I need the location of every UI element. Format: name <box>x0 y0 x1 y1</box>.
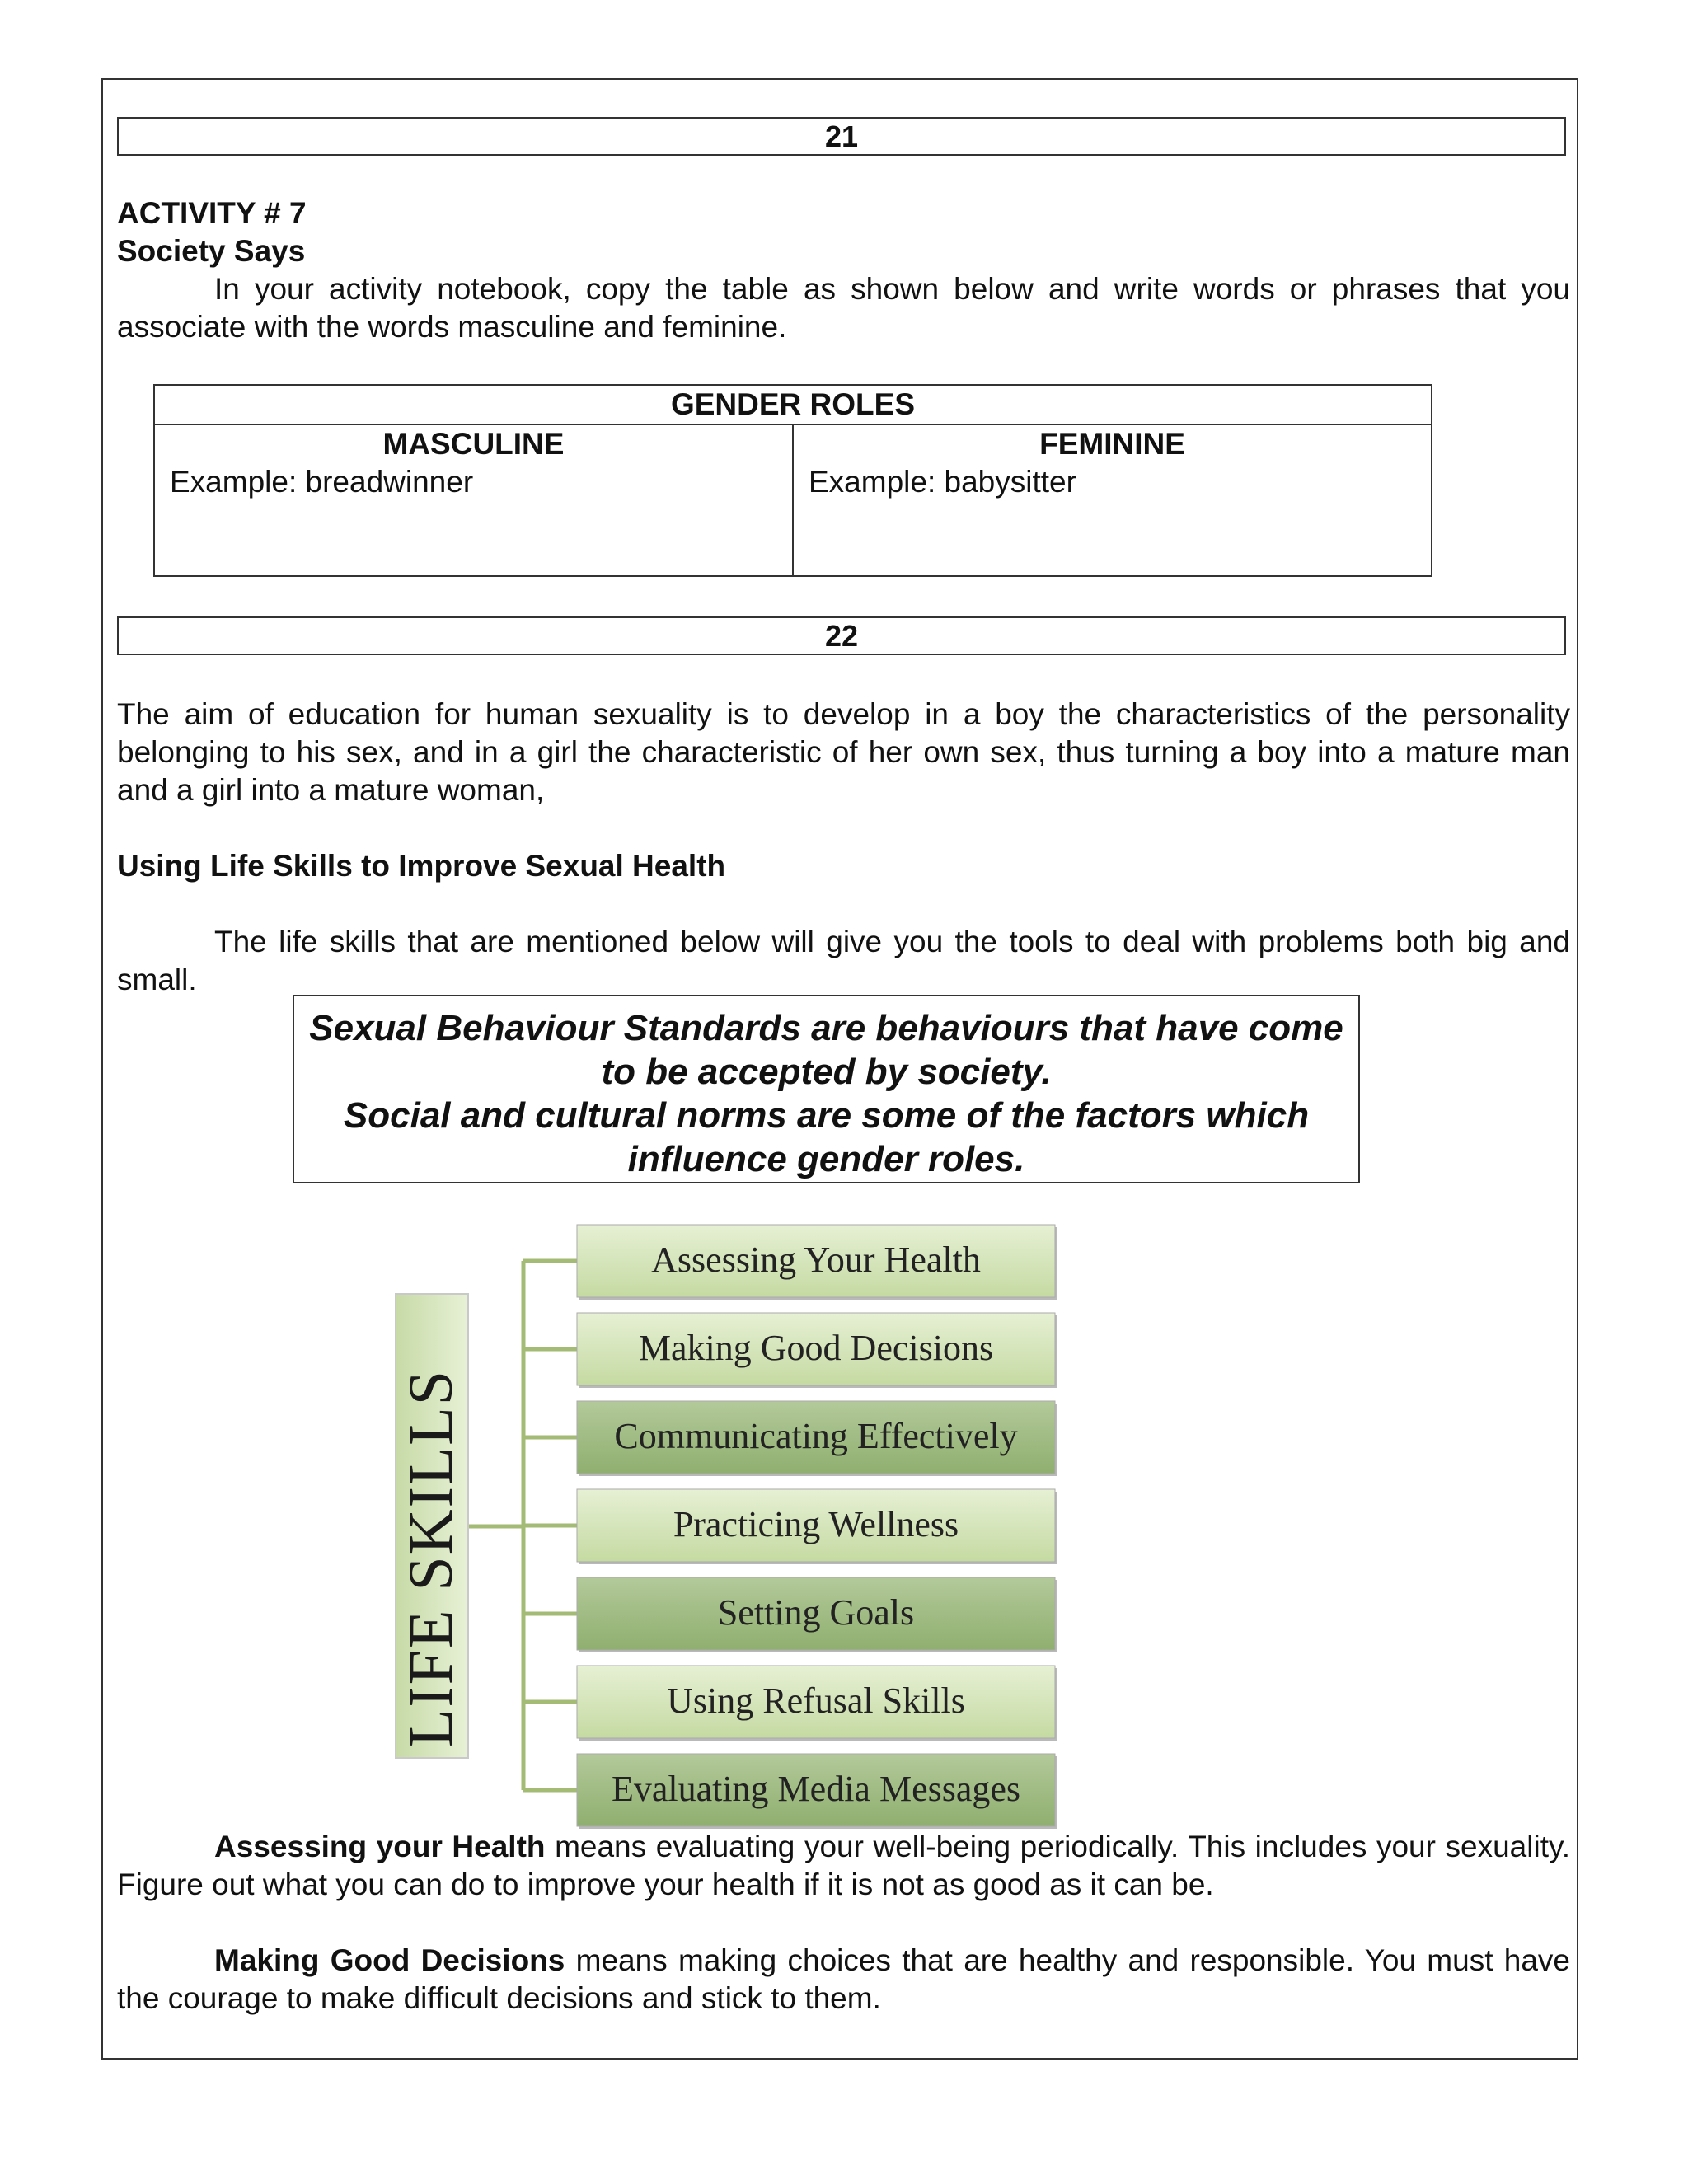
skill-node <box>577 1666 1057 1741</box>
definition-text: means making choices that are healthy and responsible. You must have the courage to make difficult decisions and stick to them. <box>117 1943 1570 2015</box>
definition-good-decisions <box>117 1942 1570 2018</box>
activity-title: Society Says <box>117 234 306 268</box>
page-number-22: 22 <box>117 616 1566 655</box>
skill-label: Communicating Effectively <box>614 1416 1018 1456</box>
skill-label: Practicing Wellness <box>673 1504 959 1544</box>
intro-paragraph: The life skills that are mentioned below will give you the tools to deal with problems both big and small. <box>117 925 1570 996</box>
aim-paragraph: The aim of education for human sexuality is to develop in a boy the characteristics of the personality belonging to his sex, and in a girl the characteristic of her own sex, thus turning a boy into a mature man and a girl into a mature woman, <box>117 697 1570 807</box>
skill-label: Setting Goals <box>717 1592 915 1633</box>
skill-label: Assessing Your Health <box>651 1240 981 1280</box>
root-label: LIFE SKILLS <box>396 1369 466 1747</box>
gender-roles-table <box>153 384 1432 577</box>
callout-line-2: Social and cultural norms are some of the factors which influence gender roles. <box>343 1095 1310 1179</box>
definition-text: means evaluating your well-being periodically. This includes your sexuality. Figure out what you can do to improve your health if it is not as good as it can be. <box>117 1830 1571 1901</box>
activity-instructions: In your activity notebook, copy the table as shown below and write words or phrases that you associate with the words masculine and feminine. <box>117 272 1570 344</box>
column-title: FEMININE <box>1039 427 1185 461</box>
skill-node <box>577 1754 1057 1829</box>
table-header: GENDER ROLES <box>155 386 1431 425</box>
masculine-column <box>155 425 792 577</box>
skill-label: Evaluating Media Messages <box>611 1769 1021 1809</box>
column-example: Example: babysitter <box>809 465 1076 499</box>
column-title: MASCULINE <box>382 427 565 461</box>
skill-node <box>577 1225 1057 1300</box>
skill-node <box>577 1577 1057 1652</box>
skill-node <box>577 1489 1057 1564</box>
section-heading: Using Life Skills to Improve Sexual Health <box>117 849 726 883</box>
skill-node <box>577 1313 1057 1388</box>
root-node <box>396 1294 468 1758</box>
definition-term: Making Good Decisions <box>214 1943 565 1977</box>
definition-assessing-health <box>117 1828 1570 1904</box>
callout-box <box>293 995 1360 1183</box>
callout-line-1: Sexual Behaviour Standards are behaviours that have come to be accepted by society. <box>309 1008 1343 1092</box>
skill-label: Using Refusal Skills <box>667 1680 965 1721</box>
page-number-21: 21 <box>117 117 1566 156</box>
feminine-column <box>792 425 1431 577</box>
skill-node <box>577 1401 1057 1476</box>
activity-number: ACTIVITY # 7 <box>117 196 307 230</box>
definition-term: Assessing your Health <box>214 1830 546 1863</box>
connector-lines <box>468 1261 577 1790</box>
skill-label: Making Good Decisions <box>638 1328 994 1368</box>
life-skills-diagram <box>387 1220 1104 1830</box>
column-example: Example: breadwinner <box>170 465 474 499</box>
